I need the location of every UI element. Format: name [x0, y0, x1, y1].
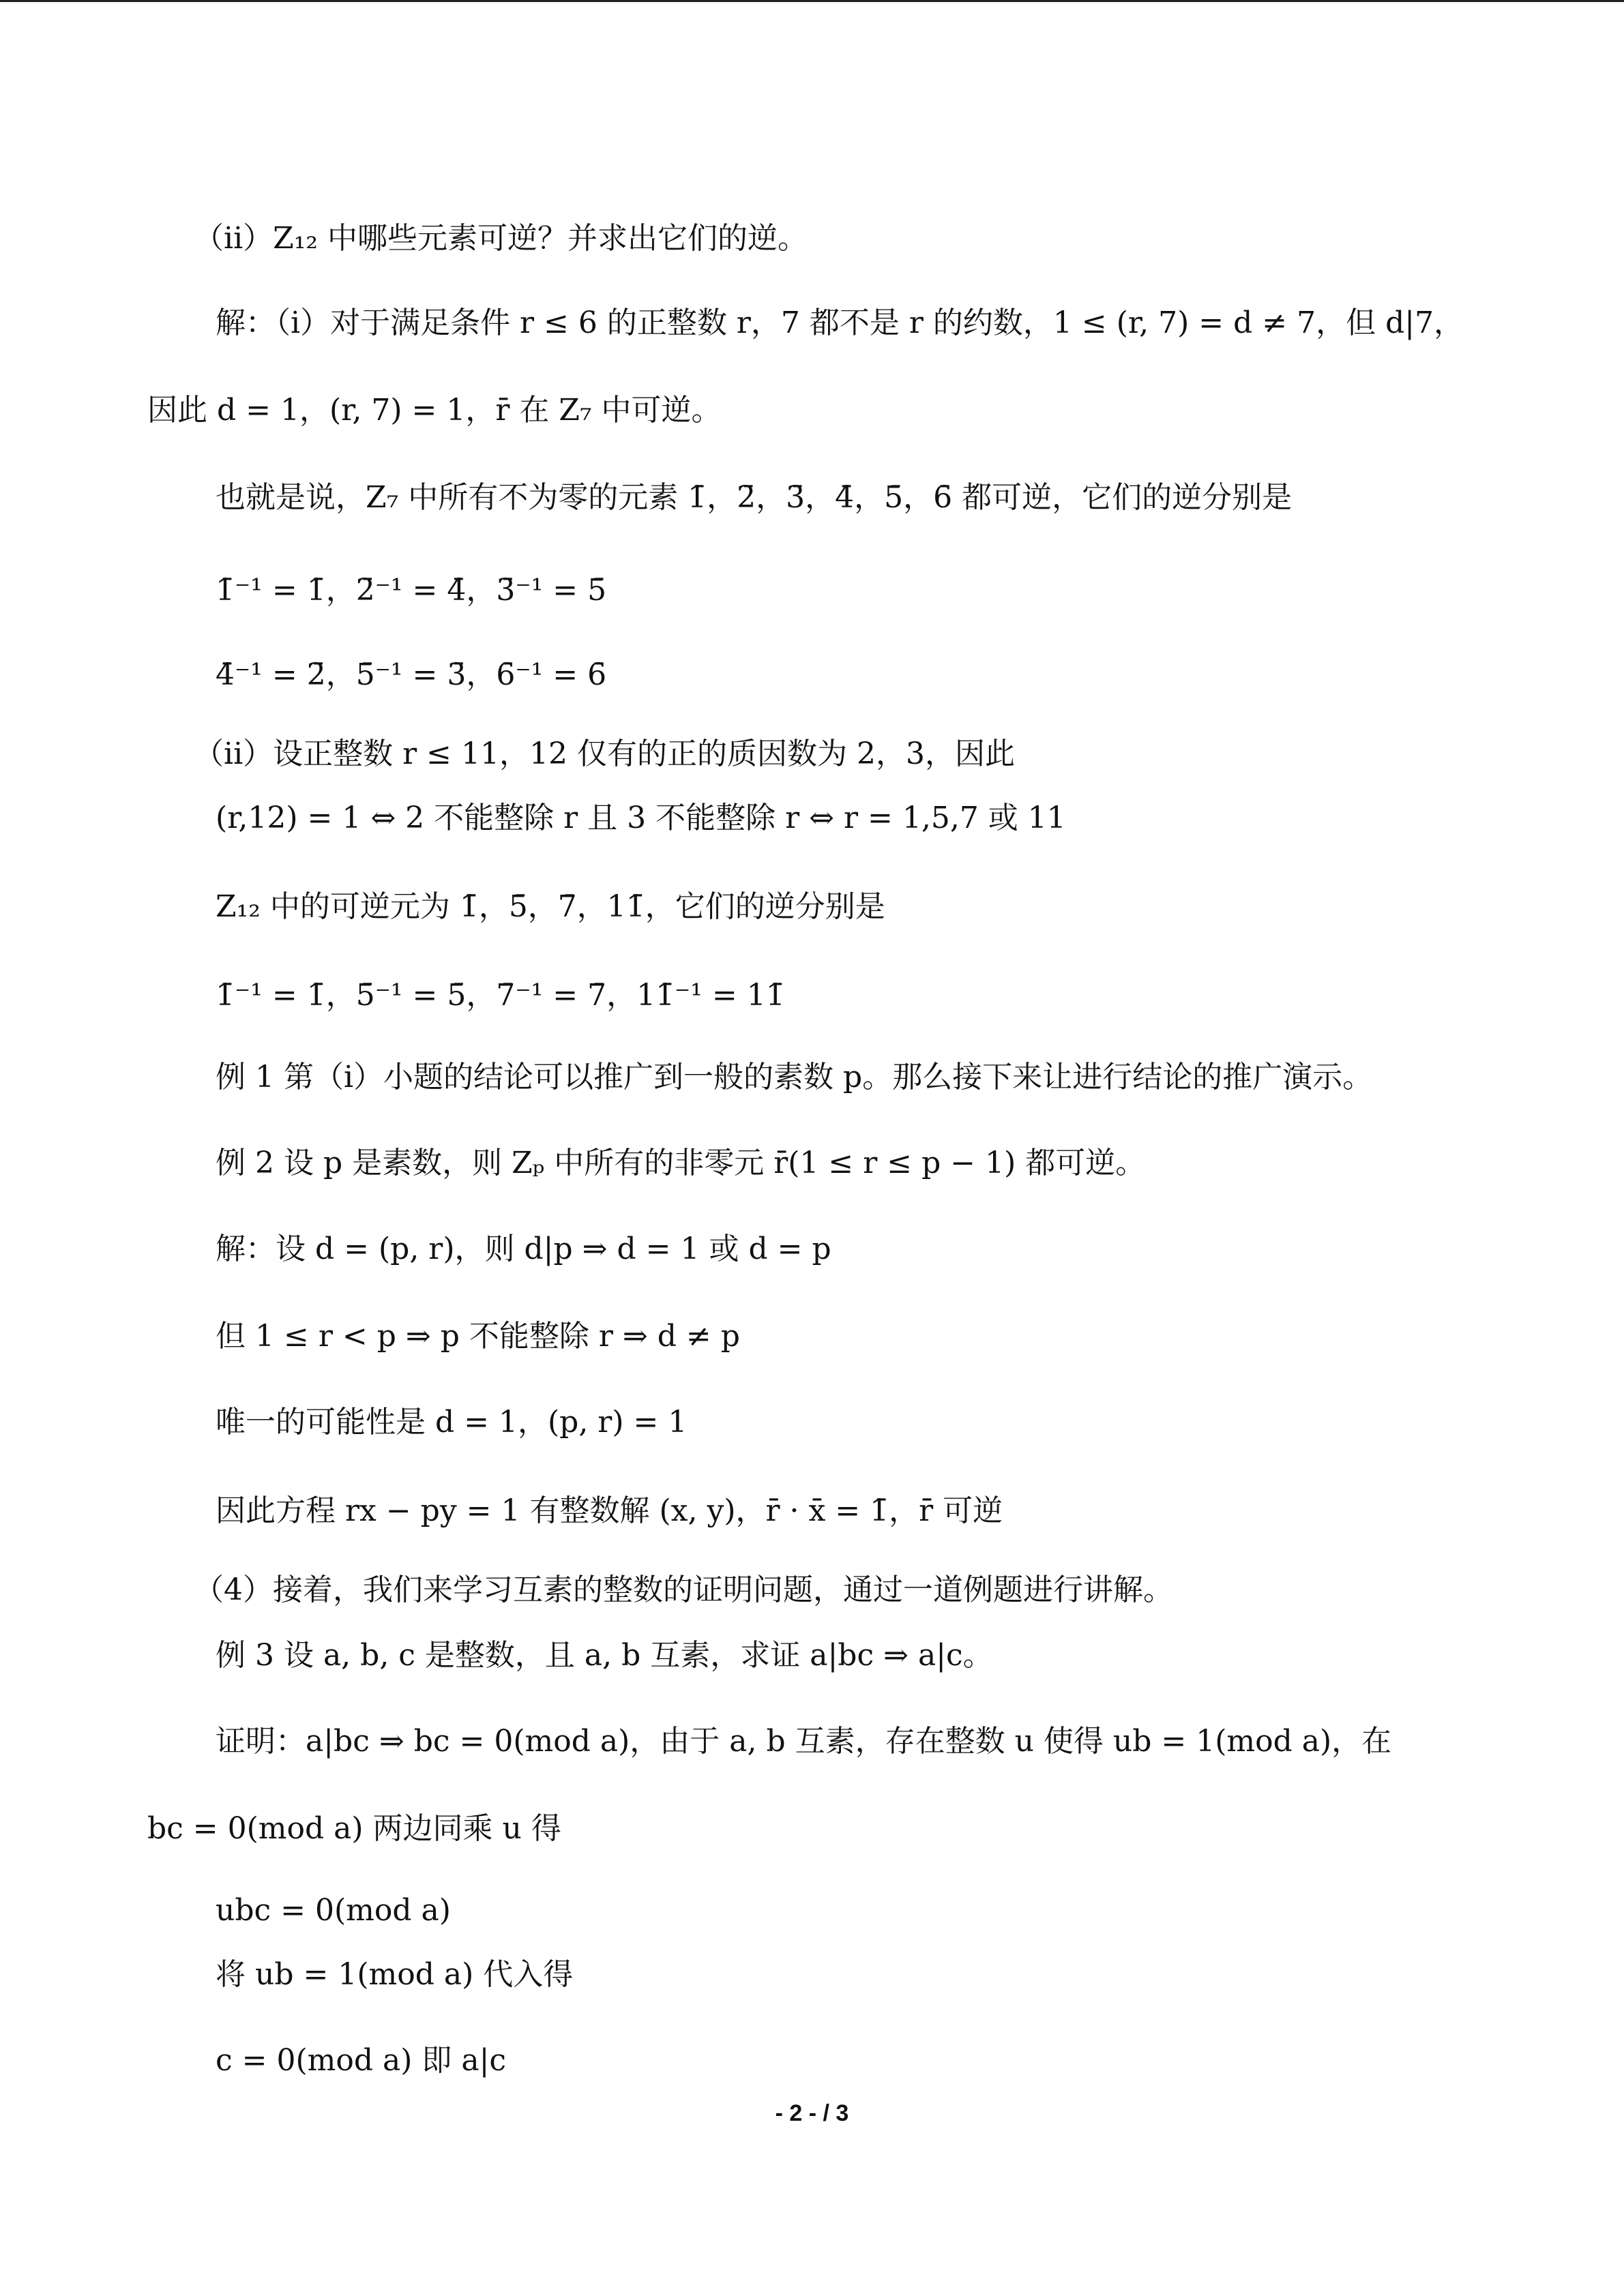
- text-line-14: 但 1 ≤ r < p ⇒ p 不能整除 r ⇒ d ≠ p: [216, 1319, 740, 1354]
- text-line-1: （ii）Z₁₂ 中哪些元素可逆？并求出它们的逆。: [194, 221, 808, 256]
- text-line-9: Z₁₂ 中的可逆元为 1̄，5̄，7̄，11̄，它们的逆分别是: [216, 889, 885, 924]
- text-line-20: bc = 0(mod a) 两边同乘 u 得: [147, 1811, 561, 1846]
- text-line-18: 例 3 设 a, b, c 是整数，且 a, b 互素，求证 a|bc ⇒ a|c。: [216, 1638, 993, 1673]
- text-line-13: 解：设 d = (p, r)，则 d|p ⇒ d = 1 或 d = p: [216, 1232, 831, 1266]
- text-line-4: 也就是说，Z₇ 中所有不为零的元素 1̄，2̄，3̄，4̄，5̄，6̄ 都可逆，它们的逆分别是: [216, 480, 1293, 515]
- top-border: [0, 0, 1624, 2]
- text-line-16: 因此方程 rx − py = 1 有整数解 (x, y)，r̄ · x̄ = 1̄，r̄ 可逆: [216, 1493, 1003, 1528]
- text-line-10: 1̄⁻¹ = 1̄，5̄⁻¹ = 5̄，7̄⁻¹ = 7̄，11̄⁻¹ = 11̄: [216, 978, 785, 1013]
- text-line-12: 例 2 设 p 是素数，则 Zₚ 中所有的非零元 r̄(1 ≤ r ≤ p − 1) 都可逆。: [216, 1146, 1146, 1180]
- text-line-17: （4）接着，我们来学习互素的整数的证明问题，通过一道例题进行讲解。: [194, 1572, 1173, 1607]
- text-line-2: 解：（i）对于满足条件 r ≤ 6 的正整数 r，7 都不是 r 的约数，1 ≤ (r, 7) = d ≠ 7，但 d|7，: [216, 305, 1464, 340]
- text-line-15: 唯一的可能性是 d = 1，(p, r) = 1: [216, 1405, 688, 1440]
- text-line-23: c = 0(mod a) 即 a|c: [216, 2043, 507, 2078]
- text-line-3: 因此 d = 1，(r, 7) = 1，r̄ 在 Z₇ 中可逆。: [147, 393, 722, 428]
- text-line-21: ubc = 0(mod a): [216, 1893, 451, 1928]
- page-number: - 2 - / 3: [775, 2100, 849, 2126]
- text-line-5: 1̄⁻¹ = 1̄，2̄⁻¹ = 4̄，3̄⁻¹ = 5̄: [216, 573, 607, 608]
- text-line-8: (r,12) = 1 ⇔ 2 不能整除 r 且 3 不能整除 r ⇔ r = 1,5,7 或 11: [216, 801, 1066, 835]
- text-line-7: （ii）设正整数 r ≤ 11，12 仅有的正的质因数为 2，3，因此: [194, 736, 1015, 771]
- text-line-6: 4̄⁻¹ = 2̄，5̄⁻¹ = 3̄，6̄⁻¹ = 6̄: [216, 657, 607, 692]
- text-line-22: 将 ub = 1(mod a) 代入得: [216, 1957, 574, 1992]
- text-line-11: 例 1 第（i）小题的结论可以推广到一般的素数 p。那么接下来让进行结论的推广演示。: [216, 1060, 1373, 1094]
- text-line-19: 证明：a|bc ⇒ bc = 0(mod a)，由于 a, b 互素，存在整数 u 使得 ub = 1(mod a)，在: [216, 1724, 1392, 1759]
